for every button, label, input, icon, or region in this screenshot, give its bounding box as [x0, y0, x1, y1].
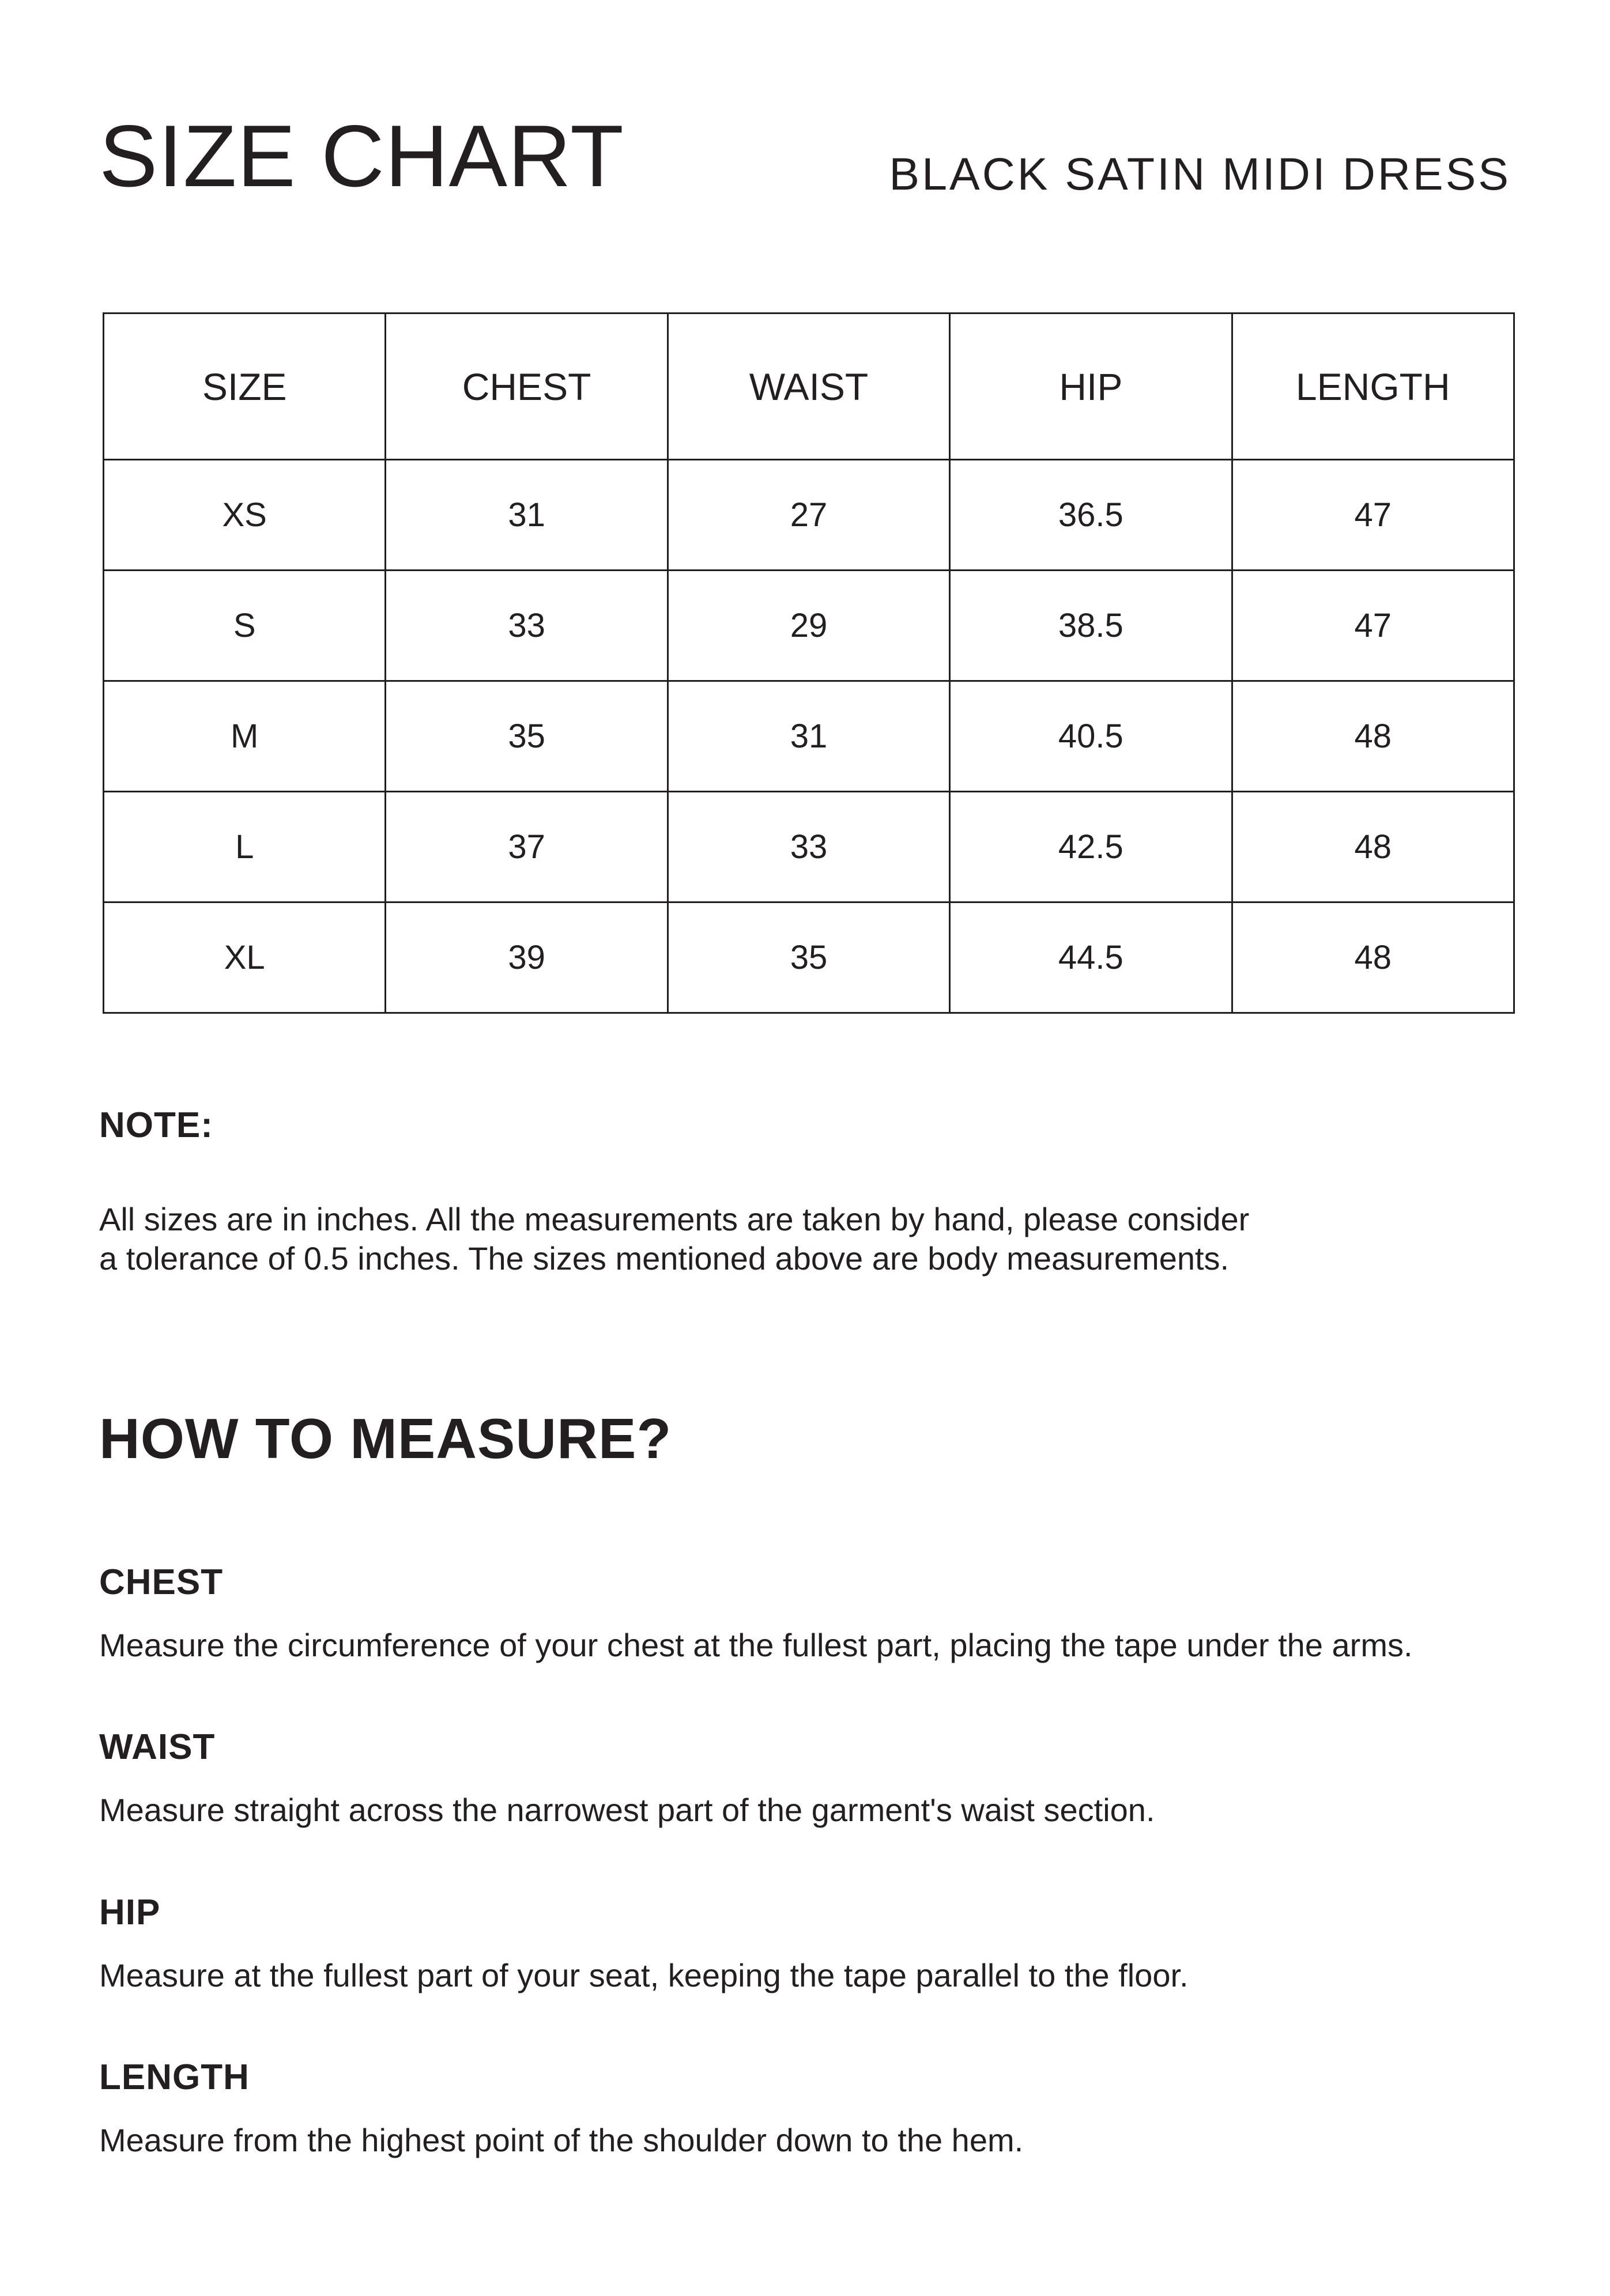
measure-description: Measure the circumference of your chest at the fullest part, placing the tape under the arms.: [99, 1627, 1413, 1663]
cell-hip: 36.5: [950, 460, 1232, 571]
table-row: [104, 571, 1514, 681]
table-header-row: [104, 314, 1514, 460]
cell-waist: 27: [668, 460, 949, 571]
cell-length: 48: [1232, 792, 1514, 902]
cell-length: 48: [1232, 681, 1514, 792]
how-to-measure-heading: HOW TO MEASURE?: [99, 1407, 672, 1470]
cell-hip: 38.5: [950, 571, 1232, 681]
cell-hip: 42.5: [950, 792, 1232, 902]
cell-length: 47: [1232, 571, 1514, 681]
measure-title: WAIST: [99, 1727, 216, 1767]
cell-length: 47: [1232, 460, 1514, 571]
measure-item-length: [99, 2057, 1511, 2158]
cell-waist: 33: [668, 792, 949, 902]
note-line: All sizes are in inches. All the measurements are taken by hand, please consider: [99, 1201, 1250, 1237]
note-line: a tolerance of 0.5 inches. The sizes mentioned above are body measurements.: [99, 1240, 1230, 1277]
measure-title: HIP: [99, 1893, 161, 1932]
product-name: BLACK SATIN MIDI DRESS: [889, 148, 1511, 199]
column-header-hip: HIP: [950, 314, 1232, 460]
page-title: SIZE CHART: [99, 107, 624, 205]
column-header-waist: WAIST: [668, 314, 949, 460]
cell-chest: 35: [386, 681, 668, 792]
cell-waist: 31: [668, 681, 949, 792]
cell-hip: 44.5: [950, 902, 1232, 1013]
note-text: [99, 1200, 1425, 1278]
measure-description: Measure at the fullest part of your seat, keeping the tape parallel to the floor.: [99, 1957, 1189, 1993]
cell-chest: 37: [386, 792, 668, 902]
measure-description: Measure from the highest point of the shoulder down to the hem.: [99, 2122, 1024, 2158]
cell-waist: 35: [668, 902, 949, 1013]
cell-size: L: [104, 792, 386, 902]
size-table: [103, 312, 1515, 1014]
table-row: [104, 681, 1514, 792]
cell-size: XL: [104, 902, 386, 1013]
cell-size: M: [104, 681, 386, 792]
measure-item-hip: [99, 1895, 1511, 1992]
column-header-length: LENGTH: [1232, 314, 1514, 460]
cell-waist: 29: [668, 571, 949, 681]
table-row: [104, 902, 1514, 1013]
cell-hip: 40.5: [950, 681, 1232, 792]
column-header-chest: CHEST: [386, 314, 668, 460]
measure-title: CHEST: [99, 1562, 224, 1602]
measure-title: LENGTH: [99, 2057, 250, 2097]
note-heading: NOTE:: [99, 1105, 213, 1145]
cell-size: S: [104, 571, 386, 681]
measure-description: Measure straight across the narrowest part of the garment's waist section.: [99, 1792, 1155, 1828]
cell-chest: 39: [386, 902, 668, 1013]
table-row: [104, 460, 1514, 571]
column-header-size: SIZE: [104, 314, 386, 460]
measure-item-chest: [99, 1562, 1511, 1663]
cell-chest: 31: [386, 460, 668, 571]
cell-length: 48: [1232, 902, 1514, 1013]
table-row: [104, 792, 1514, 902]
cell-size: XS: [104, 460, 386, 571]
measure-item-waist: [99, 1729, 1511, 1826]
cell-chest: 33: [386, 571, 668, 681]
